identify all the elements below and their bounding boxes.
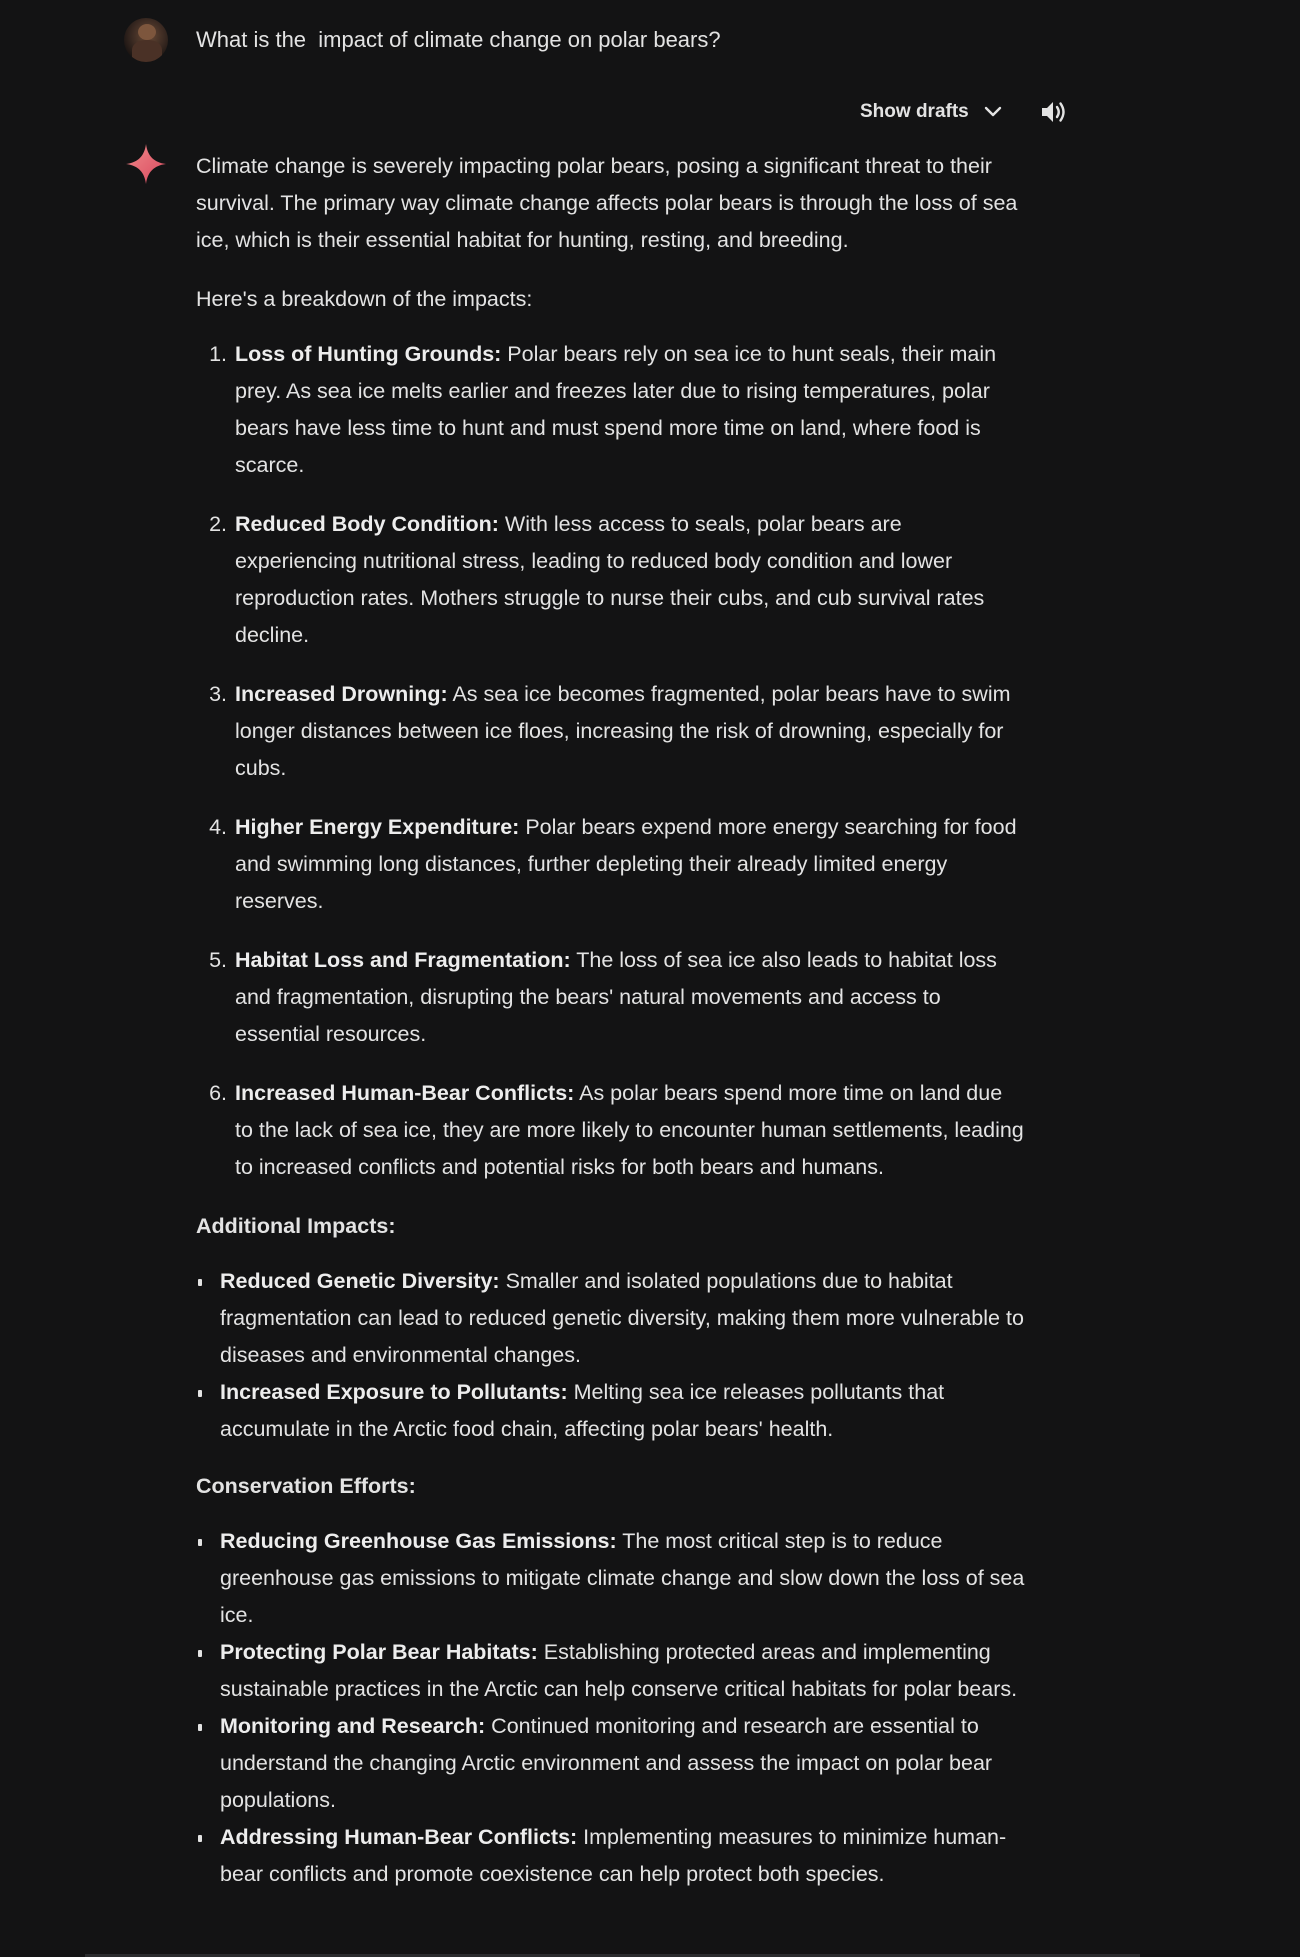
item-title: Increased Human-Bear Conflicts: bbox=[235, 1081, 575, 1105]
gemini-sparkle-icon bbox=[124, 142, 168, 186]
list-item bbox=[220, 1374, 1026, 1448]
show-drafts-button[interactable] bbox=[860, 101, 1003, 123]
conservation-efforts-list bbox=[196, 1523, 1026, 1893]
item-text: Continued monitoring and research are essential to understand the changing Arctic environment and assess the impact on polar bear populations. bbox=[220, 1714, 993, 1812]
item-text: As sea ice becomes fragmented, polar bears have to swim longer distances between ice floes, increasing the risk of drowning, especially for cubs. bbox=[235, 682, 1011, 780]
item-text: Implementing measures to minimize human-bear conflicts and promote coexistence can help protect both species. bbox=[220, 1825, 1007, 1886]
list-item bbox=[220, 1634, 1026, 1708]
list-item bbox=[233, 1075, 1026, 1186]
item-title: Increased Drowning: bbox=[235, 682, 448, 706]
item-title: Reducing Greenhouse Gas Emissions: bbox=[220, 1529, 617, 1553]
user-prompt-row bbox=[124, 18, 1124, 58]
list-item bbox=[233, 676, 1026, 787]
item-text: With less access to seals, polar bears are experiencing nutritional stress, leading to reduced body condition and lower reproduction rates. Mothers struggle to nurse their cubs, and cub survival rates decline. bbox=[235, 512, 985, 647]
item-title: Increased Exposure to Pollutants: bbox=[220, 1380, 568, 1404]
list-item bbox=[233, 942, 1026, 1053]
breakdown-heading: Here's a breakdown of the impacts: bbox=[196, 287, 533, 311]
scroll-fade-overlay bbox=[0, 1917, 1300, 1957]
response-body bbox=[196, 148, 1026, 1913]
list-item bbox=[220, 1819, 1026, 1893]
response-toolbar bbox=[860, 92, 1069, 132]
item-text: Smaller and isolated populations due to habitat fragmentation can lead to reduced genetic diversity, making them more vulnerable to diseases and environmental changes. bbox=[220, 1269, 1024, 1367]
item-text: Polar bears rely on sea ice to hunt seals, their main prey. As sea ice melts earlier and freezes later due to rising temperatures, polar bears have less time to hunt and must spend more time on land, where food is scarce. bbox=[235, 342, 997, 477]
user-prompt-text: What is the impact of climate change on polar bears? bbox=[196, 27, 721, 52]
list-item bbox=[220, 1263, 1026, 1374]
conservation-efforts-heading: Conservation Efforts: bbox=[196, 1474, 416, 1498]
impacts-list bbox=[196, 336, 1026, 1186]
item-text: The most critical step is to reduce greenhouse gas emissions to mitigate climate change and slow down the loss of sea ice. bbox=[220, 1529, 1025, 1627]
item-text: As polar bears spend more time on land due to the lack of sea ice, they are more likely to encounter human settlements, leading to increased conflicts and potential risks for both bears and humans. bbox=[235, 1081, 1024, 1179]
additional-impacts-list bbox=[196, 1263, 1026, 1448]
additional-impacts-heading: Additional Impacts: bbox=[196, 1214, 396, 1238]
item-title: Reduced Genetic Diversity: bbox=[220, 1269, 500, 1293]
item-title: Addressing Human-Bear Conflicts: bbox=[220, 1825, 578, 1849]
list-item bbox=[220, 1523, 1026, 1634]
response-intro: Climate change is severely impacting polar bears, posing a significant threat to their survival. The primary way climate change affects polar bears is through the loss of sea ice, which is their essential habitat for hunting, resting, and breeding. bbox=[196, 154, 1018, 252]
item-title: Reduced Body Condition: bbox=[235, 512, 499, 536]
volume-up-icon[interactable] bbox=[1039, 97, 1069, 127]
item-text: Polar bears expend more energy searching for food and swimming long distances, further depleting their already limited energy reserves. bbox=[235, 815, 1017, 913]
chevron-down-icon bbox=[983, 102, 1003, 122]
list-item bbox=[233, 336, 1026, 484]
item-text: Melting sea ice releases pollutants that accumulate in the Arctic food chain, affecting polar bears' health. bbox=[220, 1380, 945, 1441]
item-title: Habitat Loss and Fragmentation: bbox=[235, 948, 571, 972]
list-item bbox=[233, 506, 1026, 654]
list-item bbox=[233, 809, 1026, 920]
list-item bbox=[220, 1708, 1026, 1819]
item-title: Loss of Hunting Grounds: bbox=[235, 342, 502, 366]
item-text: The loss of sea ice also leads to habitat loss and fragmentation, disrupting the bears' natural movements and access to essential resources. bbox=[235, 948, 997, 1046]
item-title: Monitoring and Research: bbox=[220, 1714, 486, 1738]
user-avatar[interactable] bbox=[124, 18, 168, 62]
item-text: Establishing protected areas and implementing sustainable practices in the Arctic can help conserve critical habitats for polar bears. bbox=[220, 1640, 1018, 1701]
item-title: Higher Energy Expenditure: bbox=[235, 815, 520, 839]
show-drafts-label: Show drafts bbox=[860, 101, 969, 122]
item-title: Protecting Polar Bear Habitats: bbox=[220, 1640, 538, 1664]
